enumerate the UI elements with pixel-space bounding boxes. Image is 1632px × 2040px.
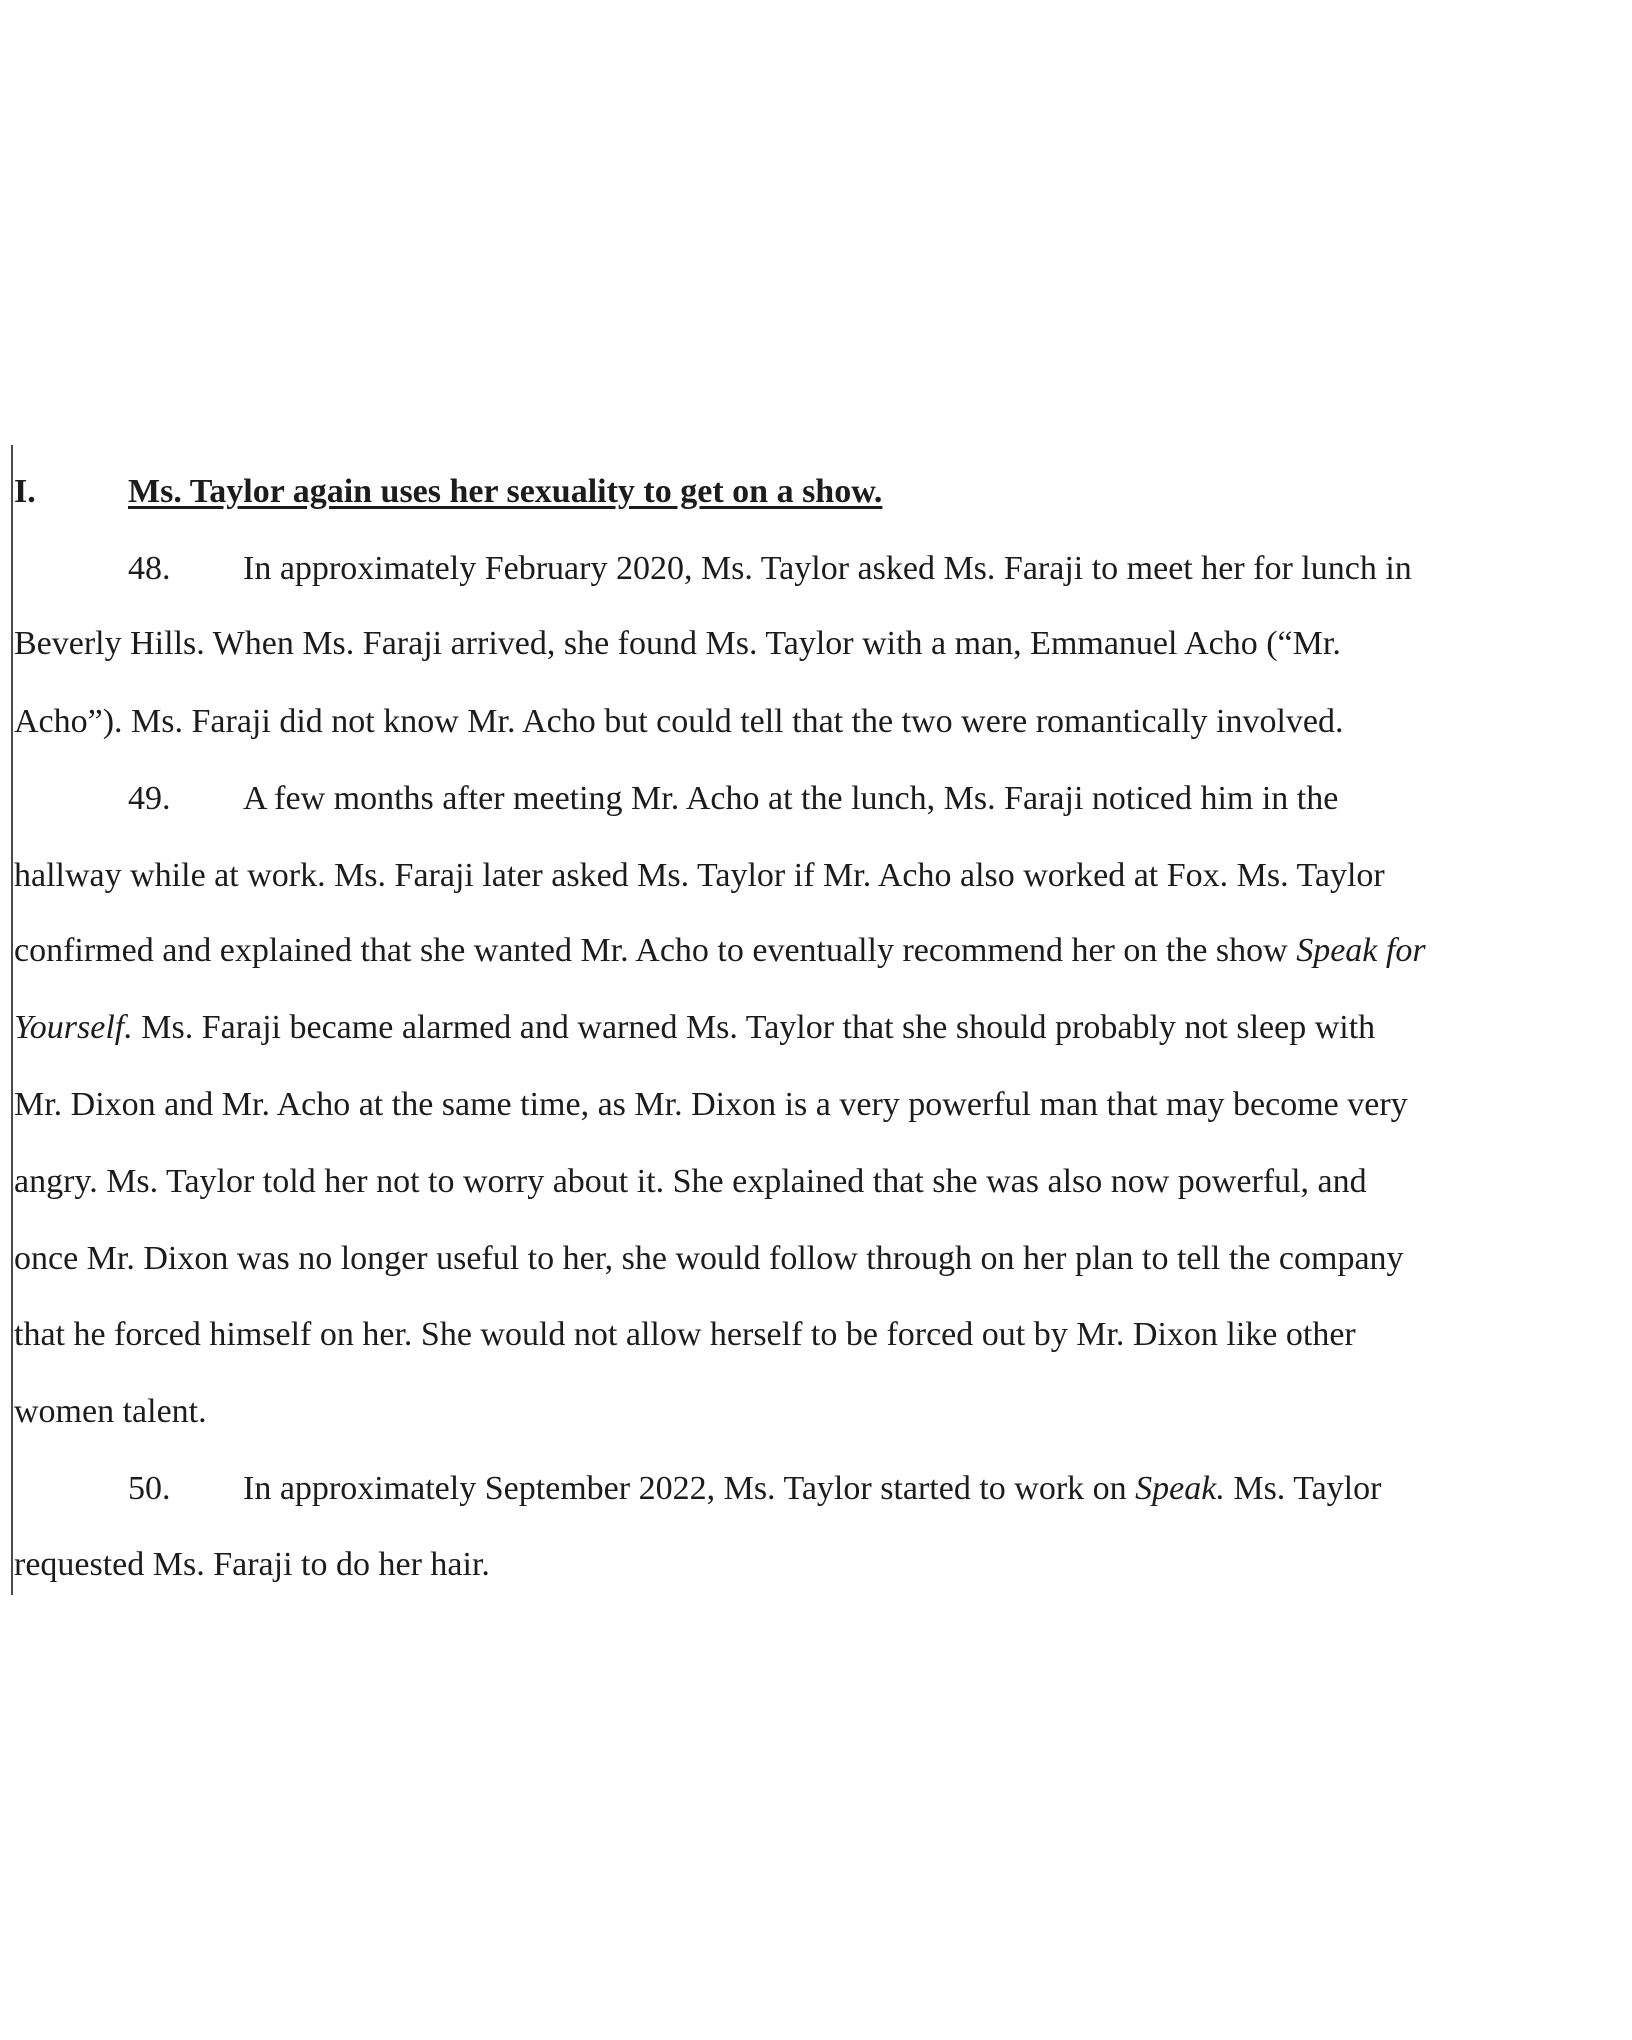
section-title: Ms. Taylor again uses her sexuality to get on a show. [128,473,883,510]
paragraph-50-line-1 [243,1469,1381,1509]
paragraph-49-line-4 [14,1008,1375,1048]
paragraph-number-49: 49. [128,780,171,817]
paragraph-49-line-9: women talent. [14,1393,207,1430]
paragraph-number-50: 50. [128,1470,171,1507]
paragraph-49-line-7: once Mr. Dixon was no longer useful to her, she would follow through on her plan to tell the company [14,1240,1404,1277]
paragraph-50-line-2: requested Ms. Faraji to do her hair. [14,1546,490,1583]
paragraph-50-line-1-text: In approximately September 2022, Ms. Taylor started to work on [243,1470,1136,1507]
show-title-speak: Speak. [1135,1470,1225,1507]
show-title-speak-for: Speak for [1296,932,1426,969]
paragraph-49-line-8: that he forced himself on her. She would not allow herself to be forced out by Mr. Dixon like other [14,1316,1356,1353]
paragraph-50-line-1-tail: Ms. Taylor [1224,1470,1382,1507]
paragraph-49-line-5: Mr. Dixon and Mr. Acho at the same time, as Mr. Dixon is a very powerful man that may become very [14,1086,1408,1123]
show-title-yourself: Yourself. [14,1009,133,1046]
paragraph-48-line-2: Beverly Hills. When Ms. Faraji arrived, she found Ms. Taylor with a man, Emmanuel Acho (“Mr. [14,625,1341,662]
paragraph-49-line-3 [14,931,1426,971]
paragraph-48-line-1: In approximately February 2020, Ms. Taylor asked Ms. Faraji to meet her for lunch in [243,550,1412,587]
paragraph-49-line-1: A few months after meeting Mr. Acho at the lunch, Ms. Faraji noticed him in the [243,780,1339,817]
paragraph-49-line-3-text: confirmed and explained that she wanted Mr. Acho to eventually recommend her on the show [14,932,1297,969]
paragraph-49-line-4-text: Ms. Faraji became alarmed and warned Ms. Taylor that she should probably not sleep with [132,1009,1376,1046]
paragraph-48-line-3: Acho”). Ms. Faraji did not know Mr. Acho but could tell that the two were romantically involved. [14,703,1344,740]
paragraph-49-line-6: angry. Ms. Taylor told her not to worry about it. She explained that she was also now powerful, and [14,1163,1367,1200]
paragraph-number-48: 48. [128,550,171,587]
paragraph-49-line-2: hallway while at work. Ms. Faraji later asked Ms. Taylor if Mr. Acho also worked at Fox. Ms. Taylor [14,857,1385,894]
section-number: I. [14,473,36,510]
